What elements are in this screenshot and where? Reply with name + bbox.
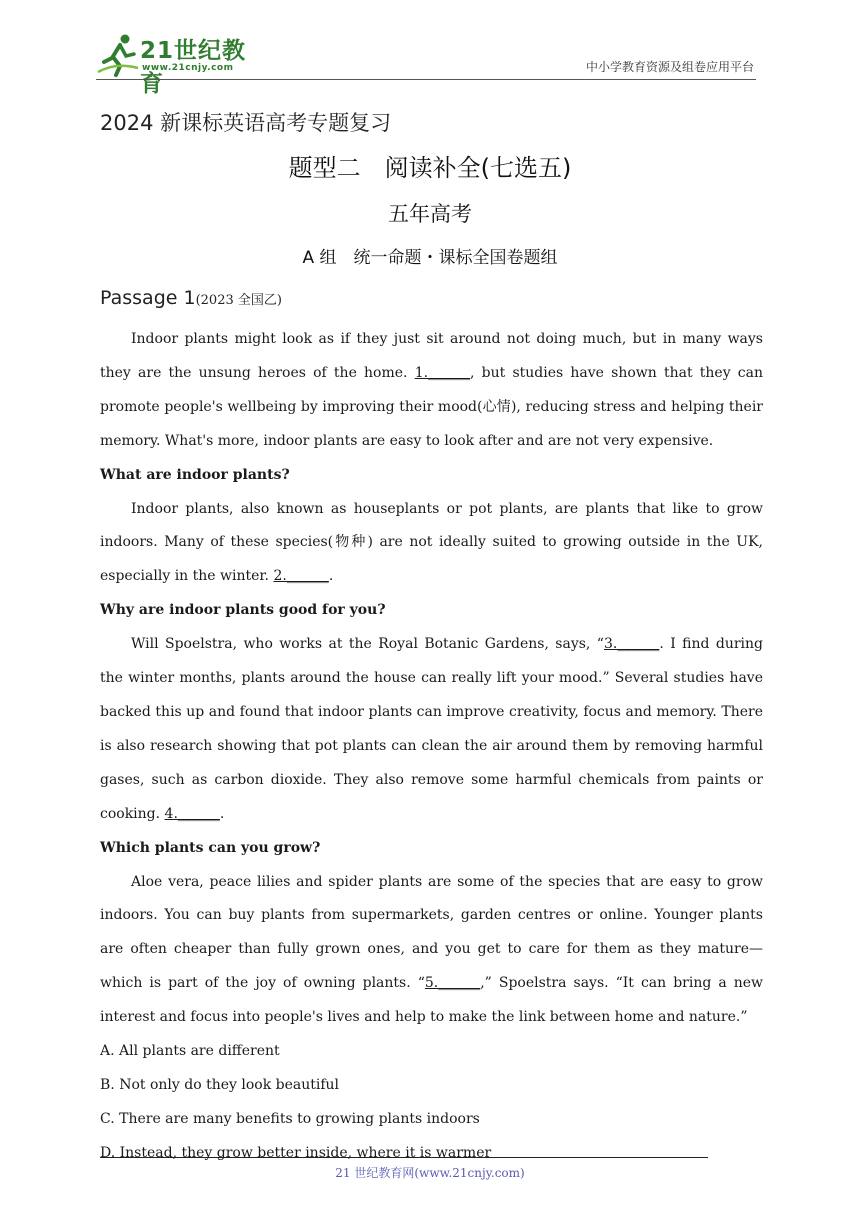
- text: Indoor plants might look as if they just sit around not doing much, but in many ways they are the unsung heroes of the home.: [100, 331, 763, 381]
- subheading-2: Why are indoor plants good for you?: [100, 602, 386, 619]
- logo-text: 21世纪教育: [140, 38, 247, 97]
- blank-5: 5.______: [424, 975, 481, 992]
- blank-3: 3.______: [603, 636, 660, 653]
- passage-heading: [100, 287, 282, 309]
- text: . I find during the winter months, plants around the house can really lift your mood.” Several studies have backed this up and found that indoor plants can improve creativity, focus and memory. There is also research showing that pot plants can clean the air around them by removing harmful gases, such as carbon dioxide. They also remove some harmful chemicals from paints or cooking.: [100, 636, 763, 822]
- passage-body: [100, 323, 763, 1171]
- logo: [96, 32, 256, 97]
- blank-1: 1.______: [414, 364, 471, 381]
- header-divider: [96, 79, 756, 80]
- passage-label: Passage 1: [100, 287, 196, 309]
- blank-4: 4.______: [164, 805, 220, 822]
- subheading-1: What are indoor plants?: [100, 466, 290, 483]
- text: Aloe vera, peace lilies and spider plants are some of the species that are easy to grow indoors. You can buy plants from supermarkets, garden centres or online. Younger plants are often cheaper than fully grown ones, and you get to care for them as they mature—which is part of the joy of owning plants. “: [100, 873, 763, 992]
- text: ,” Spoelstra says. “It can bring a new interest and focus into people's lives and help to make the link between home and nature.”: [100, 975, 764, 1026]
- paragraph-3: [100, 628, 763, 831]
- text: Will Spoelstra, who works at the Royal Botanic Gardens, says, “: [131, 636, 604, 653]
- text: .: [219, 805, 225, 822]
- footer-link[interactable]: 21 世纪教育网(www.21cnjy.com): [335, 1166, 525, 1180]
- text: .: [328, 568, 334, 585]
- paragraph-2: [100, 493, 763, 595]
- text: Indoor plants, also known as houseplants or pot plants, are plants that like to grow indoors. Many of these species(物种) are not ideally suited to growing outside in the UK, especially in the winter.: [100, 500, 763, 585]
- blank-2: 2.______: [273, 568, 329, 585]
- paragraph-4: [100, 866, 763, 1036]
- subheading-3: Which plants can you grow?: [100, 839, 321, 856]
- logo-url: www.21cnjy.com: [142, 63, 234, 73]
- text: , but studies have shown that they can promote people's wellbeing by improving their mood(心情), reducing stress and helping their memory. What's more, indoor plants are easy to look after and are not very expensive.: [100, 364, 763, 449]
- page-title: 题型二 阅读补全(七选五): [288, 154, 572, 182]
- option-d: D. Instead, they grow better inside, where it is warmer: [100, 1144, 492, 1161]
- option-b: B. Not only do they look beautiful: [100, 1076, 340, 1093]
- series-title: 2024 新课标英语高考专题复习: [100, 111, 392, 135]
- option-c: C. There are many benefits to growing plants indoors: [100, 1110, 480, 1127]
- passage-source: (2023 全国乙): [195, 293, 282, 308]
- runner-icon: [96, 32, 140, 78]
- paragraph-1: [100, 323, 763, 459]
- page-header: [96, 30, 756, 97]
- option-a: A. All plants are different: [100, 1043, 280, 1060]
- section-title: 五年高考: [388, 202, 472, 226]
- platform-name: 中小学教育资源及组卷应用平台: [585, 60, 754, 74]
- group-title: A 组 统一命题・课标全国卷题组: [302, 248, 558, 268]
- footer-divider: [100, 1157, 708, 1158]
